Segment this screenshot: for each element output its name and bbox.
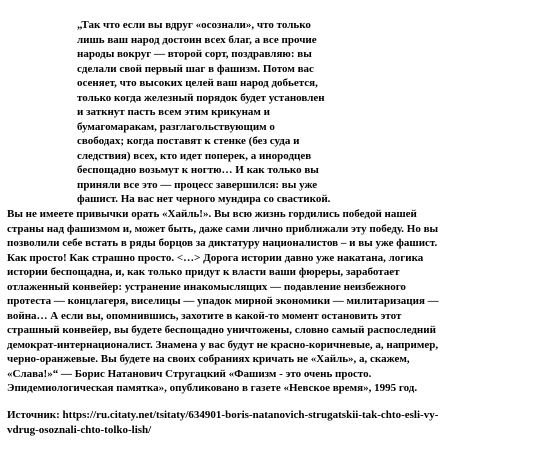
quote-block: „Так что если вы вдруг «осознали», что только лишь ваш народ достоин всех благ, а все прочие народы вокруг — второй сорт, поздравляю: вы сделали свой первый шаг в фашизм. Потом вас осеняет, что высоких целей ваш народ добьется, только когда железный порядок будет установлен и заткнут пасть всем этим крикунам и бумагомаракам, разглагольствующим о свободах; когда поставят к стенке (без суда и следствия) всех, кто идет поперек, а инородцев беспощадно возьмут к ногтю… И как только вы приняли все это — процесс завершился: вы уже фашист. На вас нет черного мундира со свастикой.: [77, 19, 331, 205]
source-citation: Источник: https://ru.citaty.net/tsitaty/634901-boris-natanovich-strugatskii-tak-chto-esli-vy- vdrug-osoznali-chto-tolko-lish/: [7, 409, 439, 436]
body-text-block: Вы не имеете привычки орать «Хайль!». Вы всю жизнь гордились победой нашей страны над фашизмом и, может быть, даже сами лично приближали эту победу. Но вы позволили себе встать в ряды борцов за диктатуру националистов – и вы уже фашист. Как просто! Как страшно просто. <…> Дорога истории давно уже накатана, логика истории беспощадна, и, как только придут к власти ваши фюреры, заработает отлаженный конвейер: устранение инакомыслящих — подавление неизбежного протеста — концлагеря, виселицы — упадок мирной экономики — милитаризация — война… А если вы, опомнившись, захотите в какой-то момент остановить этот страшный конвейер, вы будете беспощадно уничтожены, словно самый распоследний демократ-интернационалист. Знамена у вас будут не красно-коричневые, а, например, черно-оранжевые. Вы будете на своих собраниях кричать не «Хайль», а, скажем, «Слава!»“ — Борис Натанович Стругацкий «Фашизм - это очень просто. Эпидемиологическая памятка», опубликовано в газете «Невское время», 1995 год.: [7, 208, 439, 394]
